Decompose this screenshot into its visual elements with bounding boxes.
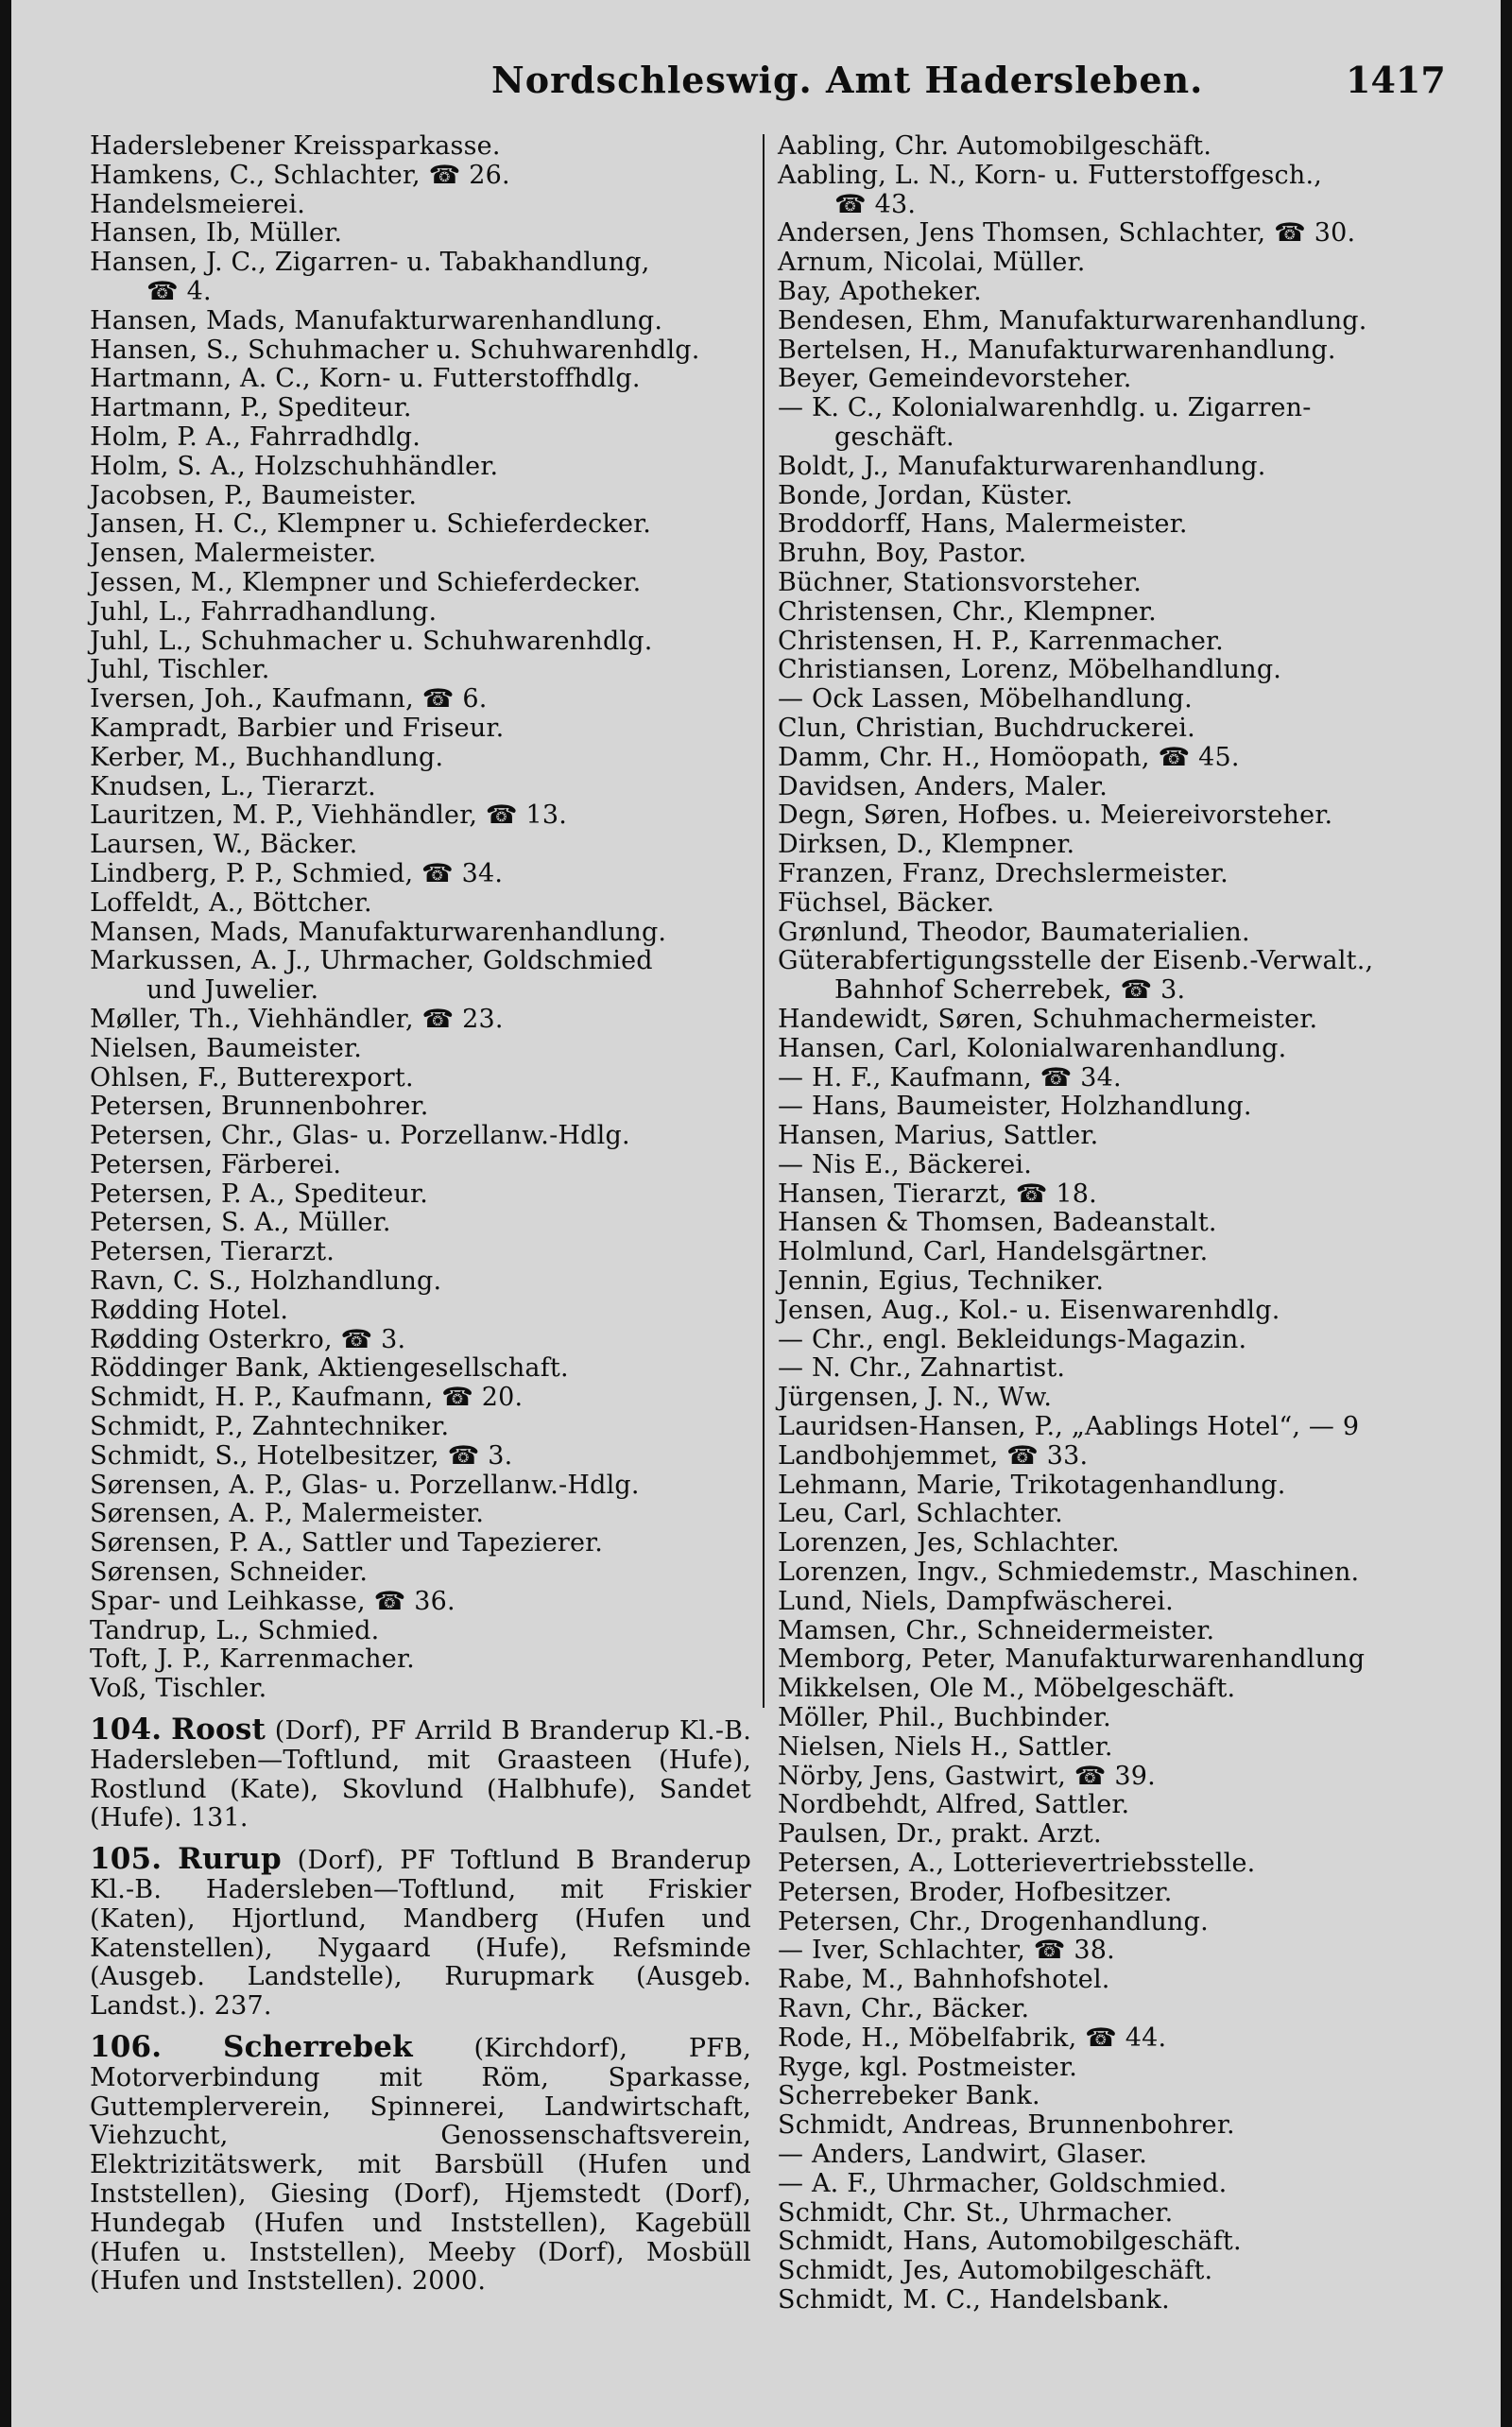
directory-entry: Beyer, Gemeindevorsteher. — [778, 364, 1132, 394]
directory-entry: Petersen, Brunnenbohrer. — [90, 1092, 429, 1122]
directory-entry: Schmidt, S., Hotelbesitzer, ☎ 3. — [90, 1440, 513, 1471]
locality-section — [90, 1715, 751, 1833]
directory-entry: Christensen, H. P., Karrenmacher. — [778, 626, 1224, 656]
directory-entry: Sørensen, A. P., Glas- u. Porzellanw.-Hdlg. — [90, 1470, 640, 1500]
directory-entry: Aabling, Chr. Automobilgeschäft. — [778, 131, 1212, 161]
directory-entry: Degn, Søren, Hofbes. u. Meiereivorsteher. — [778, 800, 1333, 831]
locality-name: Scherrebek — [223, 2030, 413, 2064]
directory-entry: Andersen, Jens Thomsen, Schlachter, ☎ 30. — [778, 218, 1356, 249]
directory-entry: Petersen, Chr., Glas- u. Porzellanw.-Hdlg. — [90, 1121, 630, 1151]
directory-entry: Nielsen, Niels H., Sattler. — [778, 1731, 1113, 1762]
directory-entry: Rabe, M., Bahnhofshotel. — [778, 1965, 1110, 1995]
directory-entry: Holm, S. A., Holzschuhhändler. — [90, 451, 499, 481]
directory-entry: Rødding Osterkro, ☎ 3. — [90, 1324, 406, 1354]
directory-entry: — Anders, Landwirt, Glaser. — [778, 2139, 1148, 2169]
directory-entry: Hartmann, A. C., Korn- u. Futterstoffhdlg. — [90, 364, 641, 394]
locality-name: Roost — [171, 1713, 266, 1747]
directory-entry: Damm, Chr. H., Homöopath, ☎ 45. — [778, 742, 1240, 772]
section-number: 105. — [90, 1842, 163, 1877]
directory-entry: Mamsen, Chr., Schneidermeister. — [778, 1615, 1215, 1645]
directory-entry: — K. C., Kolonialwarenhdlg. u. Zigarren- — [778, 393, 1312, 423]
right-column — [778, 132, 1430, 2315]
directory-entry: Hansen, J. C., Zigarren- u. Tabakhandlung, — [90, 248, 650, 278]
directory-entry: Hansen, Carl, Kolonialwarenhandlung. — [778, 1033, 1287, 1063]
directory-entry: Hartmann, P., Spediteur. — [90, 393, 412, 423]
region-title: Nordschleswig. Amt Hadersleben. — [491, 59, 1204, 101]
directory-entry: Clun, Christian, Buchdruckerei. — [778, 713, 1195, 743]
directory-entry: Tandrup, L., Schmied. — [90, 1615, 380, 1645]
directory-entry: Sørensen, A. P., Malermeister. — [90, 1499, 485, 1529]
directory-entry: Scherrebeker Bank. — [778, 2081, 1040, 2111]
directory-entry: Möller, Phil., Buchbinder. — [778, 1703, 1111, 1733]
directory-entry: Petersen, S. A., Müller. — [90, 1208, 391, 1238]
directory-entry: Jensen, Aug., Kol.- u. Eisenwarenhdlg. — [778, 1295, 1280, 1325]
directory-entry: Møller, Th., Viehhändler, ☎ 23. — [90, 1004, 504, 1034]
directory-entry: Petersen, Broder, Hofbesitzer. — [778, 1877, 1173, 1907]
directory-entry: Jürgensen, J. N., Ww. — [778, 1383, 1053, 1413]
directory-entry: Spar- und Leihkasse, ☎ 36. — [90, 1586, 455, 1616]
directory-entry: geschäft. — [834, 422, 954, 452]
directory-entry: ☎ 4. — [146, 276, 212, 306]
directory-page — [11, 0, 1501, 2427]
directory-entry: Handelsmeierei. — [90, 189, 306, 219]
directory-entry: Iversen, Joh., Kaufmann, ☎ 6. — [90, 684, 488, 714]
page-number: 1417 — [1346, 59, 1446, 101]
directory-entry: — Chr., engl. Bekleidungs-Magazin. — [778, 1324, 1247, 1354]
directory-entry: Broddorff, Hans, Malermeister. — [778, 509, 1188, 540]
directory-entry: Landbohjemmet, ☎ 33. — [778, 1440, 1089, 1471]
directory-entry: Nielsen, Baumeister. — [90, 1033, 363, 1063]
directory-entry: Markussen, A. J., Uhrmacher, Goldschmied — [90, 946, 653, 976]
directory-entry: Schmidt, H. P., Kaufmann, ☎ 20. — [90, 1383, 524, 1413]
directory-entry: — N. Chr., Zahnartist. — [778, 1353, 1066, 1384]
directory-entry: und Juwelier. — [146, 975, 319, 1006]
directory-entry: Holm, P. A., Fahrradhdlg. — [90, 422, 421, 452]
directory-entry: Christiansen, Lorenz, Möbelhandlung. — [778, 655, 1282, 685]
directory-entry: Lehmann, Marie, Trikotagenhandlung. — [778, 1470, 1286, 1500]
directory-entry: — A. F., Uhrmacher, Goldschmied. — [778, 2168, 1228, 2198]
left-column — [90, 132, 751, 2308]
directory-entry: Röddinger Bank, Aktiengesellschaft. — [90, 1353, 569, 1384]
directory-entry: Juhl, L., Fahrradhandlung. — [90, 596, 438, 627]
directory-entry: Petersen, Färberei. — [90, 1149, 342, 1179]
directory-entry: Bertelsen, H., Manufakturwarenhandlung. — [778, 335, 1336, 365]
directory-entry: — H. F., Kaufmann, ☎ 34. — [778, 1062, 1122, 1093]
directory-entry: Hansen, Ib, Müller. — [90, 218, 343, 249]
directory-entry: Petersen, Chr., Drogenhandlung. — [778, 1906, 1209, 1936]
directory-entry: Schmidt, Andreas, Brunnenbohrer. — [778, 2110, 1235, 2141]
directory-entry: Ravn, C. S., Holzhandlung. — [90, 1266, 442, 1297]
directory-entry: Juhl, Tischler. — [90, 655, 270, 685]
directory-entry: Knudsen, L., Tierarzt. — [90, 771, 376, 801]
directory-entry: Lindberg, P. P., Schmied, ☎ 34. — [90, 858, 504, 888]
directory-entry: Ohlsen, F., Butterexport. — [90, 1062, 414, 1093]
locality-description: (Kirchdorf), PFB, Motorverbindung mit Röm, Sparkasse, Guttemplerverein, Spinnerei, Landwirtschaft, Viehzucht, Genossenschaftsverein, Elektrizitätswerk, mit Barsbüll (Hufen und Inststellen), Giesing (Dorf), Hjemstedt (Dorf), Hundegab (Hufen und Inststellen), Kagebüll (Hufen u. Inststellen), Meeby (Dorf), Mosbüll (Hufen und Inststellen). 2000. — [90, 2034, 751, 2297]
directory-entry: Grønlund, Theodor, Baumaterialien. — [778, 917, 1250, 947]
directory-entry: Petersen, A., Lotterievertriebsstelle. — [778, 1849, 1256, 1879]
directory-entry: Jessen, M., Klempner und Schieferdecker. — [90, 567, 642, 597]
directory-entry: Hansen, S., Schuhmacher u. Schuhwarenhdlg. — [90, 335, 700, 365]
locality-section — [90, 1842, 751, 2022]
directory-entry: Lorenzen, Ingv., Schmiedemstr., Maschinen. — [778, 1558, 1360, 1588]
directory-entry: Aabling, L. N., Korn- u. Futterstoffgesch., — [778, 160, 1323, 190]
directory-entry: Nordbehdt, Alfred, Sattler. — [778, 1790, 1130, 1820]
page-header — [11, 59, 1501, 115]
directory-entry: Schmidt, P., Zahntechniker. — [90, 1412, 450, 1442]
directory-entry: Ravn, Chr., Bäcker. — [778, 1994, 1030, 2023]
directory-entry: Nörby, Jens, Gastwirt, ☎ 39. — [778, 1761, 1156, 1791]
directory-entry: Leu, Carl, Schlachter. — [778, 1499, 1063, 1529]
directory-entry: Schmidt, Hans, Automobilgeschäft. — [778, 2227, 1242, 2257]
directory-entry: Toft, J. P., Karrenmacher. — [90, 1644, 415, 1675]
directory-entry: Boldt, J., Manufakturwarenhandlung. — [778, 451, 1266, 481]
directory-entry: — Ock Lassen, Möbelhandlung. — [778, 684, 1193, 714]
directory-entry: Mikkelsen, Ole M., Möbelgeschäft. — [778, 1674, 1236, 1704]
directory-entry: Jensen, Malermeister. — [90, 539, 377, 569]
directory-entry: — Hans, Baumeister, Holzhandlung. — [778, 1092, 1252, 1122]
directory-entry: Bahnhof Scherrebek, ☎ 3. — [834, 975, 1186, 1006]
directory-entry: Petersen, Tierarzt. — [90, 1237, 335, 1267]
directory-entry: — Nis E., Bäckerei. — [778, 1149, 1033, 1179]
directory-entry: Hansen, Tierarzt, ☎ 18. — [778, 1179, 1097, 1209]
directory-entry: Güterabfertigungsstelle der Eisenb.-Verwalt., — [778, 946, 1374, 976]
directory-entry: Bonde, Jordan, Küster. — [778, 480, 1074, 510]
directory-entry: Petersen, P. A., Spediteur. — [90, 1179, 428, 1209]
directory-entry: Bruhn, Boy, Pastor. — [778, 539, 1027, 569]
directory-entry: Memborg, Peter, Manufakturwarenhandlung — [778, 1644, 1366, 1675]
directory-entry: Franzen, Franz, Drechslermeister. — [778, 858, 1228, 888]
directory-entry: ☎ 43. — [834, 189, 917, 219]
directory-entry: Schmidt, Jes, Automobilgeschäft. — [778, 2256, 1213, 2286]
directory-entry: Sørensen, P. A., Sattler und Tapezierer. — [90, 1528, 604, 1558]
column-divider — [763, 134, 765, 1708]
directory-entry: Arnum, Nicolai, Müller. — [778, 248, 1086, 278]
directory-entry: Lauridsen-Hansen, P., „Aablings Hotel“, — 9 — [778, 1412, 1360, 1442]
locality-description: (Dorf), PF Arrild B Branderup Kl.-B. Hadersleben—Toftlund, mit Graasteen (Hufe), Rostlund (Kate), Skovlund (Halbhufe), Sandet (Hufe). 131. — [90, 1716, 751, 1833]
directory-entry: Laursen, W., Bäcker. — [90, 830, 358, 860]
locality-section — [90, 2030, 751, 2297]
directory-entry: Handewidt, Søren, Schuhmachermeister. — [778, 1004, 1318, 1034]
directory-entry: Hamkens, C., Schlachter, ☎ 26. — [90, 160, 510, 190]
directory-entry: Christensen, Chr., Klempner. — [778, 596, 1157, 627]
directory-entry: Füchsel, Bäcker. — [778, 887, 995, 918]
directory-entry: Hansen & Thomsen, Badeanstalt. — [778, 1208, 1217, 1238]
directory-entry: Jansen, H. C., Klempner u. Schieferdecker. — [90, 509, 652, 540]
directory-entry: Haderslebener Kreissparkasse. — [90, 131, 501, 161]
directory-entry: Jacobsen, P., Baumeister. — [90, 480, 418, 510]
directory-entry: Lund, Niels, Dampfwäscherei. — [778, 1586, 1174, 1616]
directory-entry: Juhl, L., Schuhmacher u. Schuhwarenhdlg. — [90, 626, 653, 656]
locality-name: Rurup — [178, 1842, 282, 1877]
directory-entry: — Iver, Schlachter, ☎ 38. — [778, 1936, 1115, 1966]
directory-entry: Hansen, Mads, Manufakturwarenhandlung. — [90, 305, 663, 336]
directory-entry: Davidsen, Anders, Maler. — [778, 771, 1108, 801]
directory-entry: Sørensen, Schneider. — [90, 1558, 369, 1588]
directory-entry: Hansen, Marius, Sattler. — [778, 1121, 1099, 1151]
directory-entry: Büchner, Stationsvorsteher. — [778, 567, 1143, 597]
directory-entry: Voß, Tischler. — [90, 1674, 267, 1704]
section-number: 106. — [90, 2030, 163, 2064]
directory-entry: Kampradt, Barbier und Friseur. — [90, 713, 505, 743]
directory-entry: Bendesen, Ehm, Manufakturwarenhandlung. — [778, 305, 1367, 336]
directory-entry: Rødding Hotel. — [90, 1295, 289, 1325]
directory-entry: Jennin, Egius, Techniker. — [778, 1266, 1105, 1297]
directory-entry: Schmidt, M. C., Handelsbank. — [778, 2284, 1170, 2315]
section-number: 104. — [90, 1713, 163, 1747]
directory-entry: Rode, H., Möbelfabrik, ☎ 44. — [778, 2022, 1167, 2053]
directory-entry: Lorenzen, Jes, Schlachter. — [778, 1528, 1120, 1558]
directory-entry: Holmlund, Carl, Handelsgärtner. — [778, 1237, 1209, 1267]
directory-entry: Dirksen, D., Klempner. — [778, 830, 1075, 860]
directory-entry: Schmidt, Chr. St., Uhrmacher. — [778, 2197, 1174, 2228]
directory-entry: Lauritzen, M. P., Viehhändler, ☎ 13. — [90, 800, 568, 831]
directory-entry: Mansen, Mads, Manufakturwarenhandlung. — [90, 917, 667, 947]
directory-entry: Ryge, kgl. Postmeister. — [778, 2052, 1078, 2082]
locality-description: (Dorf), PF Toftlund B Branderup Kl.-B. Hadersleben—Toftlund, mit Friskier (Katen), Hjortlund, Mandberg (Hufen und Katenstellen), Nygaard (Hufe), Refsminde (Ausgeb. Landstelle), Rurupmark (Ausgeb. Landst.). 237. — [90, 1846, 751, 2022]
directory-entry: Paulsen, Dr., prakt. Arzt. — [778, 1819, 1102, 1850]
directory-entry: Bay, Apotheker. — [778, 276, 982, 306]
directory-entry: Kerber, M., Buchhandlung. — [90, 742, 444, 772]
directory-entry: Loffeldt, A., Böttcher. — [90, 887, 372, 918]
